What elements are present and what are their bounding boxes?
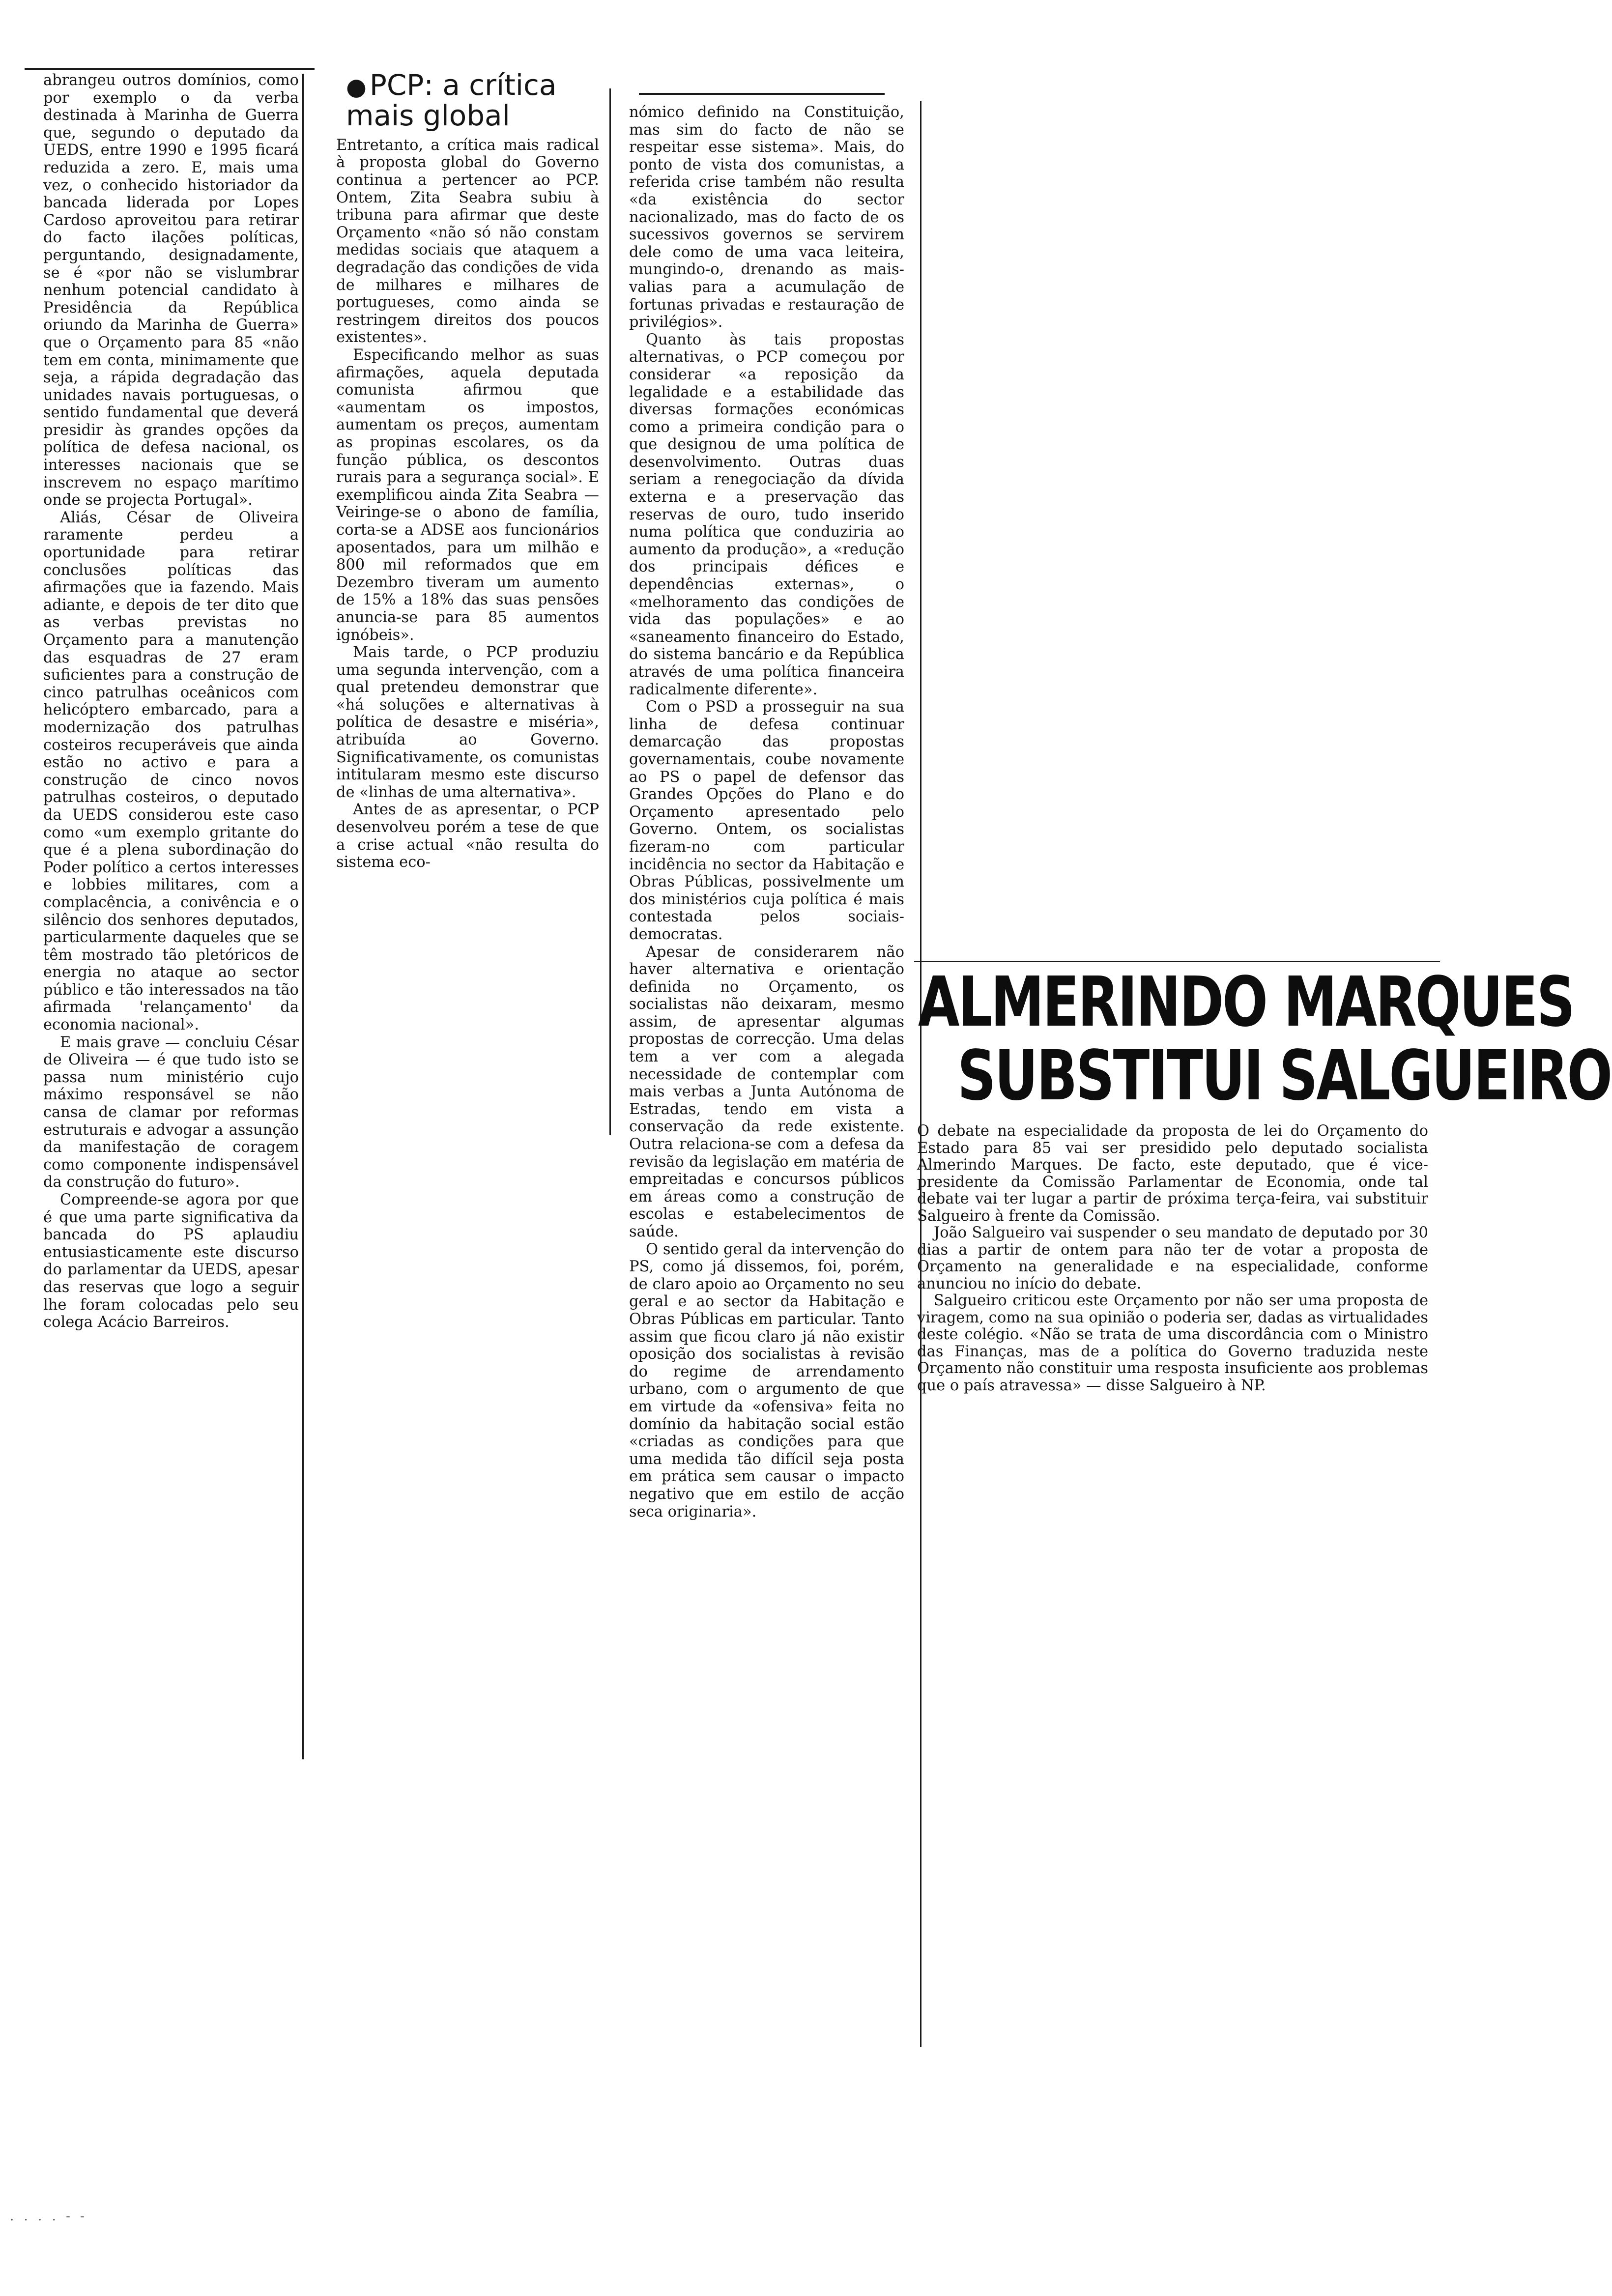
column-rule-top [25, 68, 315, 70]
column-rule-top [639, 93, 885, 95]
scan-marks: . . . . - - [10, 2209, 87, 2224]
paragraph: Aliás, César de Oliveira raramente perdeu a oportunidade para retirar conclusões políticas das afirmações que ia fazendo. Mais adiante, e depois de ter dito que as verbas previstas no Orçamento para a manutenção das esquadras de 27 eram suficientes para a construção de cinco patrulhas oceânicos com helicóptero embarcado, para a modernização dos patrulhas costeiros recuperáveis que ainda estão no activo e para a construção de cinco novos patrulhas costeiros, o deputado da UEDS considerou este caso como «um exemplo gritante do que é a plena subordinação do Poder político a certos interesses e lobbies militares, com a complacência, a conivência e o silêncio dos senhores deputados, particularmente daqueles que se têm mostrado tão pletóricos de energia no ataque ao sector público e tão interessados na tão afirmada 'relançamento' da economia nacional». [43, 509, 299, 1034]
paragraph: Quanto às tais propostas alternativas, o PCP começou por considerar «a reposição da legalidade e a estabilidade das diversas formações económicas como a primeira condição para o que designou de uma política de desenvolvimento. Outras duas seriam a renegociação da dívida externa e a preservação das reservas de ouro, tudo inserido numa política que conduziria ao aumento da produção», a «redução dos principais défices e dependências externas», o «melhoramento das condições de vida das populações» e ao «saneamento financeiro do Estado, do sistema bancário e da República através de uma política financeira radicalmente diferente». [629, 331, 904, 698]
paragraph: Salgueiro criticou este Orçamento por não ser uma proposta de viragem, como na sua opinião o poderia ser, dadas as virtualidades deste colégio. «Não se trata de uma discordância com o Ministro das Finanças, mas de a política do Governo traduzida neste Orçamento não constituir uma resposta insuficiente aos problemas que o país atravessa» — disse Salgueiro à NP. [917, 1292, 1428, 1394]
paragraph: Com o PSD a prosseguir na sua linha de defesa continuar demarcação das propostas governamentais, coube novamente ao PS o papel de defensor das Grandes Opções do Plano e do Orçamento apresentado pelo Governo. Ontem, os socialistas fizeram-no com particular incidência no sector da Habitação e Obras Públicas, possivelmente um dos ministérios cuja política é mais contestada pelos sociais-democratas. [629, 698, 904, 943]
paragraph: Mais tarde, o PCP produziu uma segunda intervenção, com a qual pretendeu demonstrar que «há soluções e alternativas à política de desastre e miséria», atribuída ao Governo. Significativamente, os comunistas intitularam mesmo este discurso de «linhas de uma alternativa». [336, 644, 599, 801]
paragraph: Entretanto, a crítica mais radical à proposta global do Governo continua a pertencer ao PCP. Ontem, Zita Seabra subiu à tribuna para afirmar que deste Orçamento «não só não constam medidas sociais que ataquem a degradação das condições de vida de milhares e milhares de portugueses, como ainda se restringem direitos dos poucos existentes». [336, 136, 599, 346]
headline-line-1: ALMERINDO MARQUES [918, 962, 1574, 1042]
paragraph: O debate na especialidade da proposta de lei do Orçamento do Estado para 85 vai ser presidido pelo deputado socialista Almerindo Marques. De facto, este deputado, que é vice-presidente da Comissão Parlamentar de Economia, onde tal debate vai ter lugar a partir de próxima terça-feira, vai substituir Salgueiro à frente da Comissão. [917, 1122, 1428, 1225]
clipping-right-column [614, 86, 929, 2057]
column-rule-right [609, 88, 611, 1135]
article-left-text [43, 72, 299, 1331]
article-right-text [629, 104, 904, 1521]
paragraph: nómico definido na Constituição, mas sim do facto de não se respeitar esse sistema». Mais, do ponto de vista dos comunistas, a referida crise também não resulta «da existência do sector nacionalizado, mas do facto de os sucessivos governos se servirem dele como de uma vaca leiteira, mungindo-o, drenando as mais-valias para a acumulação de fortunas privadas e restauração de privilégios». [629, 104, 904, 331]
paragraph: Especificando melhor as suas afirmações, aquela deputada comunista afirmou que «aumentam os impostos, aumentam os preços, aumentam as propinas escolares, os da função pública, os descontos rurais para a segurança social». E exemplificou ainda Zita Seabra — Veiringe-se o abono de família, corta-se a ADSE aos funcionários aposentados, para um milhão e 800 mil reformados que em Dezembro tiveram um aumento de 15% a 18% das suas pensões anuncia-se para 85 aumentos ignóbeis». [336, 346, 599, 644]
section-heading-text: PCP: a crítica mais global [346, 68, 557, 132]
article-box-text [917, 1123, 1428, 1394]
paragraph: Compreende-se agora por que é que uma parte significativa da bancada do PS aplaudiu entusiasticamente este discurso do parlamentar da UEDS, apesar das reservas que logo a seguir lhe foram colocadas pelo seu colega Acácio Barreiros. [43, 1191, 299, 1331]
bullet-icon: ● [346, 73, 367, 101]
paragraph: O sentido geral da intervenção do PS, como já dissemos, foi, porém, de claro apoio ao Orçamento no seu geral e ao sector da Habitação e Obras Públicas em particular. Tanto assim que ficou claro já não existir oposição dos socialistas à revisão do regime de arrendamento urbano, com o argumento de que em virtude da «ofensiva» feita no domínio da habitação social estão «criadas as condições para que uma medida tão difícil seja posta em prática sem causar o impacto negativo que em estilo de acção seca originaria». [629, 1240, 904, 1521]
paragraph: abrangeu outros domínios, como por exemplo o da verba destinada à Marinha de Guerra que, segundo o deputado da UEDS, entre 1990 e 1995 ficará reduzida a zero. E, mais uma vez, o conhecido historiador da bancada liderada por Lopes Cardoso aproveitou para retirar do facto ilações políticas, perguntando, designadamente, se é «por não se vislumbrar nenhum potencial candidato à Presidência da República oriundo da Marinha de Guerra» que o Orçamento para 85 «não tem em conta, minimamente que seja, a rápida degradação das unidades navais portuguesas, o sentido fundamental que deverá presidir às grandes opções da política de defesa nacional, os interesses nacionais que se inscrevem no espaço marítimo onde se projecta Portugal». [43, 72, 299, 509]
clipping-boxed-article [914, 961, 1612, 1516]
paragraph: João Salgueiro vai suspender o seu mandato de deputado por 30 dias a partir de ontem para não ter de votar a proposta de Orçamento na generalidade e na especialidade, conforme anunciou no início do debate. [917, 1224, 1428, 1292]
paragraph: E mais grave — concluiu César de Oliveira — é que tudo isto se passa num ministério cujo máximo responsável se não cansa de clamar por reformas estruturais e advogar a assunção da manifestação de coragem como componente indispensável da construção do futuro». [43, 1033, 299, 1191]
clipping-left-column [20, 64, 319, 1769]
column-rule-right [302, 74, 304, 1759]
article-middle-text [336, 68, 599, 871]
paragraph: Apesar de considerarem não haver alternativa e orientação definida no Orçamento, os socialistas não deixaram, mesmo assim, de apresentar algumas propostas de correcção. Uma delas tem a ver com a alegada necessidade de contemplar com mais verbas a Junta Autónoma de Estradas, tendo em vista a conservação da rede existente. Outra relaciona-se com a defesa da revisão da legislação em matéria de empreitadas e concursos públicos em áreas como a construção de escolas e estabelecimentos de saúde. [629, 943, 904, 1240]
clipping-middle-column [315, 69, 619, 1140]
paragraph: Antes de as apresentar, o PCP desenvolveu porém a tese de que a crise actual «não resulta do sistema eco- [336, 801, 599, 871]
section-heading [346, 68, 599, 132]
headline-line-2: SUBSTITUI SALGUEIRO [957, 1036, 1612, 1116]
